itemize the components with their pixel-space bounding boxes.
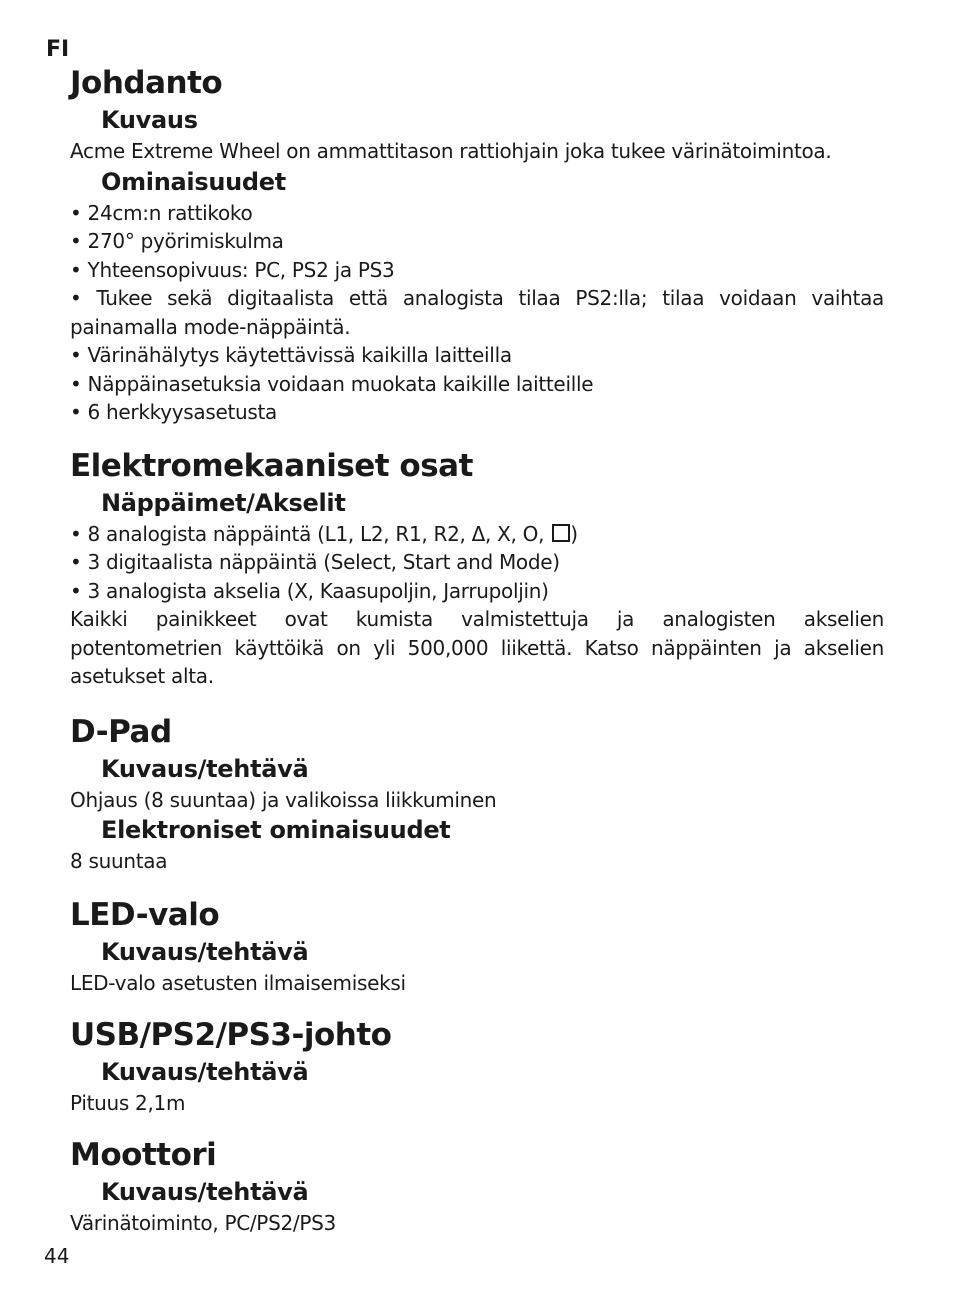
subheading-electronic-features: Elektroniset ominaisuudet xyxy=(101,816,451,844)
feature-item: • 6 herkkyysasetusta xyxy=(70,400,277,424)
page-number: 44 xyxy=(44,1244,70,1268)
feature-item: • 24cm:n rattikoko xyxy=(70,200,253,225)
feature-item: • 270° pyörimiskulma xyxy=(70,229,284,253)
subheading-features: Ominaisuudet xyxy=(101,167,286,196)
buttons-item: • 3 analogista akselia (X, Kaasupoljin, Jarrupoljin) xyxy=(70,578,549,603)
subheading-function: Kuvaus/tehtävä xyxy=(101,754,309,783)
dpad-function-text: Ohjaus (8 suuntaa) ja valikoissa liikkuminen xyxy=(70,787,497,812)
section-title-intro: Johdanto xyxy=(70,65,223,101)
buttons-item-close: ) xyxy=(570,521,578,546)
led-function-text: LED-valo asetusten ilmaisemiseksi xyxy=(70,970,406,995)
buttons-item: • 3 digitaalista näppäintä (Select, Start and Mode) xyxy=(70,550,560,574)
subheading-description: Kuvaus xyxy=(101,106,198,134)
square-button-icon xyxy=(552,524,570,542)
buttons-item-text: • 8 analogista näppäintä (L1, L2, R1, R2, Δ, X, O, xyxy=(70,521,545,546)
dpad-electronic-text: 8 suuntaa xyxy=(70,849,168,873)
language-code: FI xyxy=(46,37,70,62)
feature-item: • Yhteensopivuus: PC, PS2 ja PS3 xyxy=(70,257,395,282)
section-title-motor: Moottori xyxy=(70,1136,217,1173)
buttons-item xyxy=(70,520,884,549)
motor-function-text: Värinätoiminto, PC/PS2/PS3 xyxy=(70,1210,336,1235)
subheading-function: Kuvaus/tehtävä xyxy=(101,1177,309,1206)
subheading-function: Kuvaus/tehtävä xyxy=(101,1058,309,1086)
feature-item: • Tukee sekä digitaalista että analogista tilaa PS2:lla; tilaa voidaan vaihtaa painamalla mode-näppäintä. xyxy=(70,286,884,339)
section-title-electromechanical: Elektromekaaniset osat xyxy=(70,447,473,484)
description-text: Acme Extreme Wheel on ammattitason rattiohjain joka tukee värinätoimintoa. xyxy=(70,139,832,163)
feature-item: • Värinähälytys käytettävissä kaikilla laitteilla xyxy=(70,343,512,367)
section-title-dpad: D-Pad xyxy=(70,713,172,750)
section-title-usb-cable: USB/PS2/PS3-johto xyxy=(70,1017,392,1053)
usb-function-text: Pituus 2,1m xyxy=(70,1091,186,1115)
subheading-function: Kuvaus/tehtävä xyxy=(101,937,309,966)
document-body xyxy=(70,62,884,1237)
section-title-led: LED-valo xyxy=(70,896,220,933)
subheading-buttons-axes: Näppäimet/Akselit xyxy=(101,488,346,517)
feature-item: • Näppäinasetuksia voidaan muokata kaikille laitteille xyxy=(70,371,594,396)
durability-paragraph: Kaikki painikkeet ovat kumista valmistettuja ja analogisten akselien potentometrien käyttöikä on yli 500,000 liikettä. Katso näppäinten ja akselien asetukset alta. xyxy=(70,607,884,688)
